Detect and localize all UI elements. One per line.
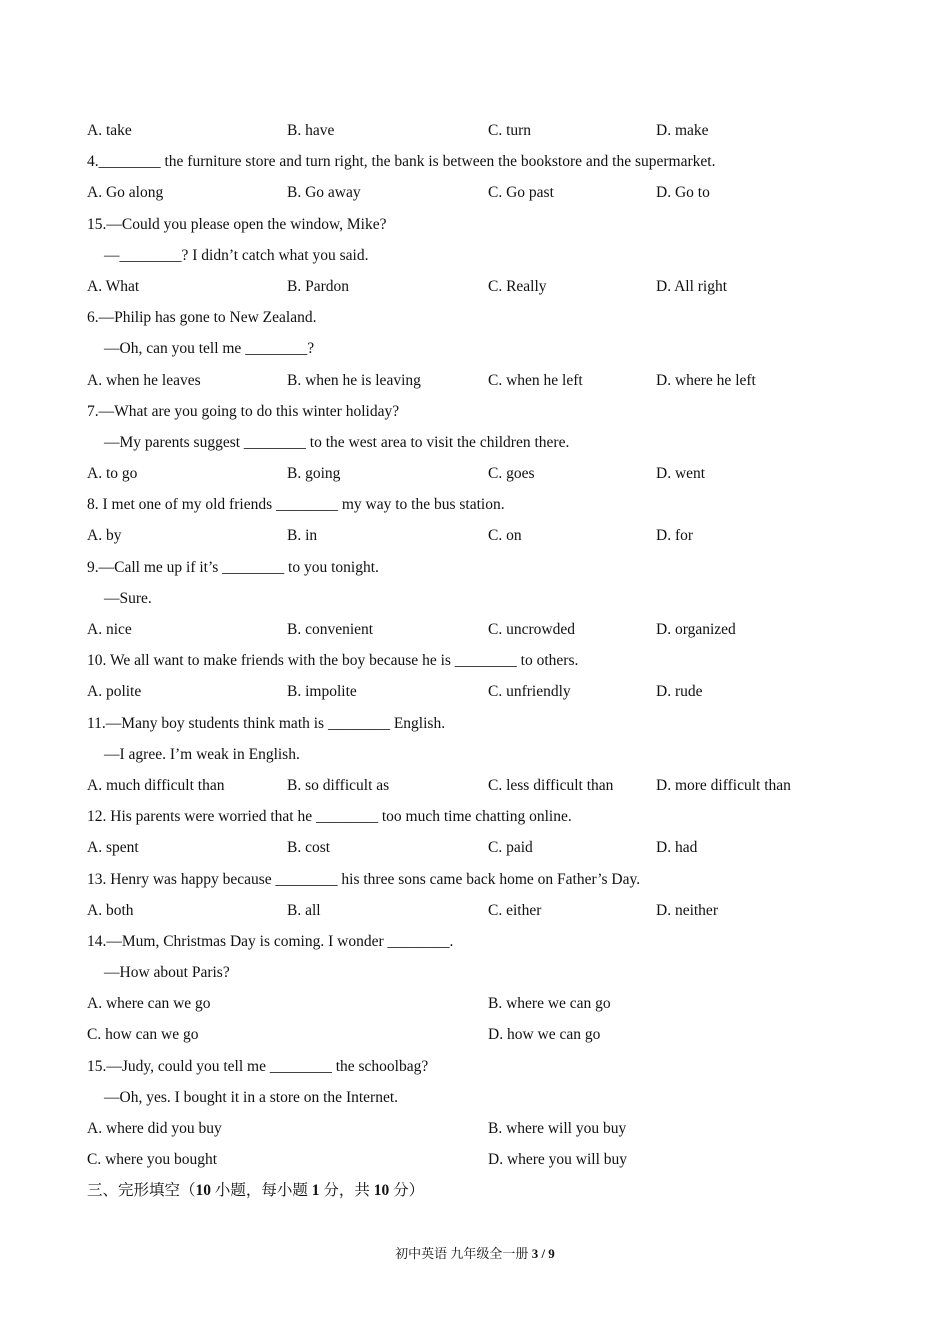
- answer-options: [87, 271, 867, 302]
- question-stem: 15.—Could you please open the window, Mike?: [87, 215, 387, 233]
- answer-options: [87, 1144, 867, 1175]
- question-stem: 8. I met one of my old friends ________ my way to the bus station.: [87, 496, 505, 514]
- answer-option: B. all: [287, 901, 321, 919]
- answer-option: B. Pardon: [287, 277, 349, 295]
- answer-option: B. when he is leaving: [287, 371, 421, 389]
- answer-option: B. cost: [287, 839, 331, 857]
- answer-options: [87, 458, 867, 489]
- answer-option: A. nice: [87, 621, 132, 638]
- answer-option: D. for: [656, 527, 694, 545]
- question-stem: 12. His parents were worried that he ________ too much time chatting online.: [87, 808, 572, 826]
- answer-option: C. turn: [488, 122, 532, 139]
- answer-option: A. by: [87, 527, 122, 545]
- question-stem: 9.—Call me up if it’s ________ to you tonight.: [87, 558, 379, 576]
- dialogue-line: —________? I didn’t catch what you said.: [104, 246, 369, 264]
- page-number: 3 / 9: [531, 1246, 555, 1261]
- answer-options: [87, 365, 867, 396]
- answer-option: B. so difficult as: [287, 776, 390, 794]
- question-stem: 13. Henry was happy because ________ his three sons came back home on Father’s Day.: [87, 870, 641, 888]
- answer-option: B. impolite: [287, 683, 357, 701]
- answer-option: D. organized: [656, 621, 736, 638]
- answer-option: D. make: [656, 122, 709, 139]
- answer-option: D. neither: [656, 901, 718, 919]
- answer-option: A. spent: [87, 839, 139, 857]
- answer-option: C. less difficult than: [488, 776, 614, 794]
- answer-options: [87, 988, 867, 1019]
- question-stem: 7.—What are you going to do this winter holiday?: [87, 402, 400, 420]
- answer-option: A. where did you buy: [87, 1120, 222, 1137]
- answer-option: B. convenient: [287, 621, 374, 638]
- answer-option: A. both: [87, 901, 134, 919]
- section-heading-part: 小题，每小题: [211, 1182, 312, 1200]
- answer-option: B. where will you buy: [488, 1120, 627, 1137]
- dialogue-line: —How about Paris?: [104, 964, 230, 982]
- answer-option: C. either: [488, 901, 542, 919]
- section-heading-part: 三、完形填空（: [87, 1182, 196, 1200]
- answer-option: A. where can we go: [87, 995, 211, 1013]
- answer-option: D. rude: [656, 683, 703, 701]
- answer-option: C. when he left: [488, 371, 583, 389]
- answer-option: A. when he leaves: [87, 371, 201, 389]
- dialogue-line: —I agree. I’m weak in English.: [104, 745, 300, 763]
- answer-option: B. in: [287, 527, 318, 545]
- section-heading-part: 10: [373, 1182, 390, 1200]
- question-stem: 11.—Many boy students think math is ________ English.: [87, 714, 446, 732]
- question-stem: 15.—Judy, could you tell me ________ the schoolbag?: [87, 1057, 429, 1075]
- page-footer: [0, 1244, 950, 1264]
- answer-options: [87, 115, 867, 146]
- footer-label: 初中英语 九年级全一册: [395, 1246, 532, 1261]
- answer-options: [87, 895, 867, 926]
- answer-option: B. Go away: [287, 184, 361, 202]
- answer-options: [87, 1019, 867, 1050]
- exam-page: [87, 115, 867, 1207]
- section-heading-part: 分）: [389, 1182, 425, 1200]
- answer-option: C. where you bought: [87, 1151, 218, 1169]
- answer-option: C. goes: [488, 465, 535, 483]
- section-heading-part: 1: [311, 1182, 320, 1200]
- answer-option: D. where he left: [656, 371, 756, 389]
- answer-option: C. Really: [488, 277, 547, 295]
- answer-options: [87, 614, 867, 645]
- dialogue-line: —Sure.: [104, 589, 152, 607]
- answer-option: C. unfriendly: [488, 683, 571, 701]
- section-heading-part: 分，共: [319, 1182, 374, 1200]
- answer-option: C. Go past: [488, 184, 554, 202]
- answer-options: [87, 520, 867, 551]
- answer-option: A. much difficult than: [87, 776, 225, 794]
- answer-option: D. more difficult than: [656, 776, 791, 794]
- section-heading-part: 10: [195, 1182, 212, 1200]
- answer-option: C. paid: [488, 839, 533, 857]
- answer-option: B. where we can go: [488, 995, 611, 1013]
- answer-option: C. how can we go: [87, 1026, 199, 1044]
- question-stem: 14.—Mum, Christmas Day is coming. I wonder ________.: [87, 932, 454, 950]
- answer-option: A. Go along: [87, 184, 164, 202]
- section-heading: [87, 1175, 867, 1206]
- answer-options: [87, 770, 867, 801]
- answer-option: A. polite: [87, 683, 142, 701]
- answer-option: C. on: [488, 527, 522, 545]
- answer-options: [87, 676, 867, 707]
- dialogue-line: —Oh, yes. I bought it in a store on the Internet.: [104, 1088, 399, 1106]
- question-stem: 6.—Philip has gone to New Zealand.: [87, 309, 317, 327]
- answer-option: A. to go: [87, 465, 138, 483]
- answer-option: C. uncrowded: [488, 621, 575, 638]
- answer-option: D. had: [656, 839, 698, 857]
- question-stem: 10. We all want to make friends with the boy because he is ________ to others.: [87, 652, 579, 670]
- answer-options: [87, 1113, 867, 1144]
- dialogue-line: —Oh, can you tell me ________?: [104, 340, 315, 358]
- answer-option: B. going: [287, 465, 341, 483]
- question-stem: 4.________ the furniture store and turn right, the bank is between the bookstore and the supermarket.: [87, 153, 716, 171]
- answer-option: D. where you will buy: [488, 1151, 628, 1169]
- answer-option: D. Go to: [656, 184, 710, 202]
- answer-option: A. What: [87, 277, 140, 295]
- answer-option: B. have: [287, 122, 335, 139]
- answer-options: [87, 177, 867, 208]
- answer-option: D. how we can go: [488, 1026, 601, 1044]
- answer-option: A. take: [87, 122, 132, 139]
- answer-option: D. went: [656, 465, 706, 483]
- answer-option: D. All right: [656, 277, 728, 295]
- dialogue-line: —My parents suggest ________ to the west area to visit the children there.: [104, 433, 570, 451]
- answer-options: [87, 832, 867, 863]
